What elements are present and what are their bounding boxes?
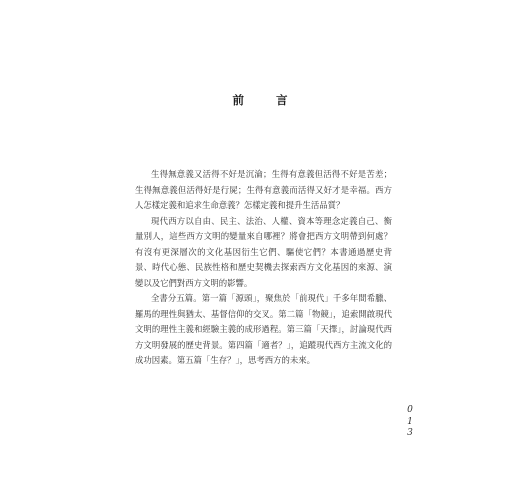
paragraph: 全書分五篇。第一篇「源頭」，聚焦於「前現代」千多年間希臘、羅馬的理性與猶太、基督信仰的交叉。第二篇「物競」，追索開啟現代文明的理性主義和經驗主義的成形過程。第三篇「天擇」，討論現代西方文明發展的歷史背景。第四篇「適者？」，追蹤現代西方主流文化的成功因素。第五篇「生存？」，思考西方的未來。 — [135, 293, 392, 365]
page-number-digit: 3 — [407, 428, 413, 438]
page-number-digit: 0 — [407, 405, 413, 415]
preface-body — [135, 167, 392, 369]
paragraph: 生得無意義又活得不好是沉淪；生得有意義但活得不好是苦差；生得無意義但活得好是行屍；生得有意義而活得又好才是幸福。西方人怎樣定義和追求生命意義？怎樣定義和提升生活品質？ — [135, 169, 392, 210]
paragraph: 現代西方以自由、民主、法治、人權、資本等理念定義自己、衡量別人，這些西方文明的變量來自哪裡？將會把西方文明帶到何處？有沒有更深層次的文化基因衍生它們、驅使它們？本書通過歷史背景、時代心態、民族性格和歷史契機去探索西方文化基因的來源、演變以及它們對西方文明的影響。 — [135, 215, 392, 288]
page-number-digit: 1 — [407, 416, 413, 427]
page-number — [404, 405, 416, 440]
page-title: 前 言 — [232, 93, 302, 107]
